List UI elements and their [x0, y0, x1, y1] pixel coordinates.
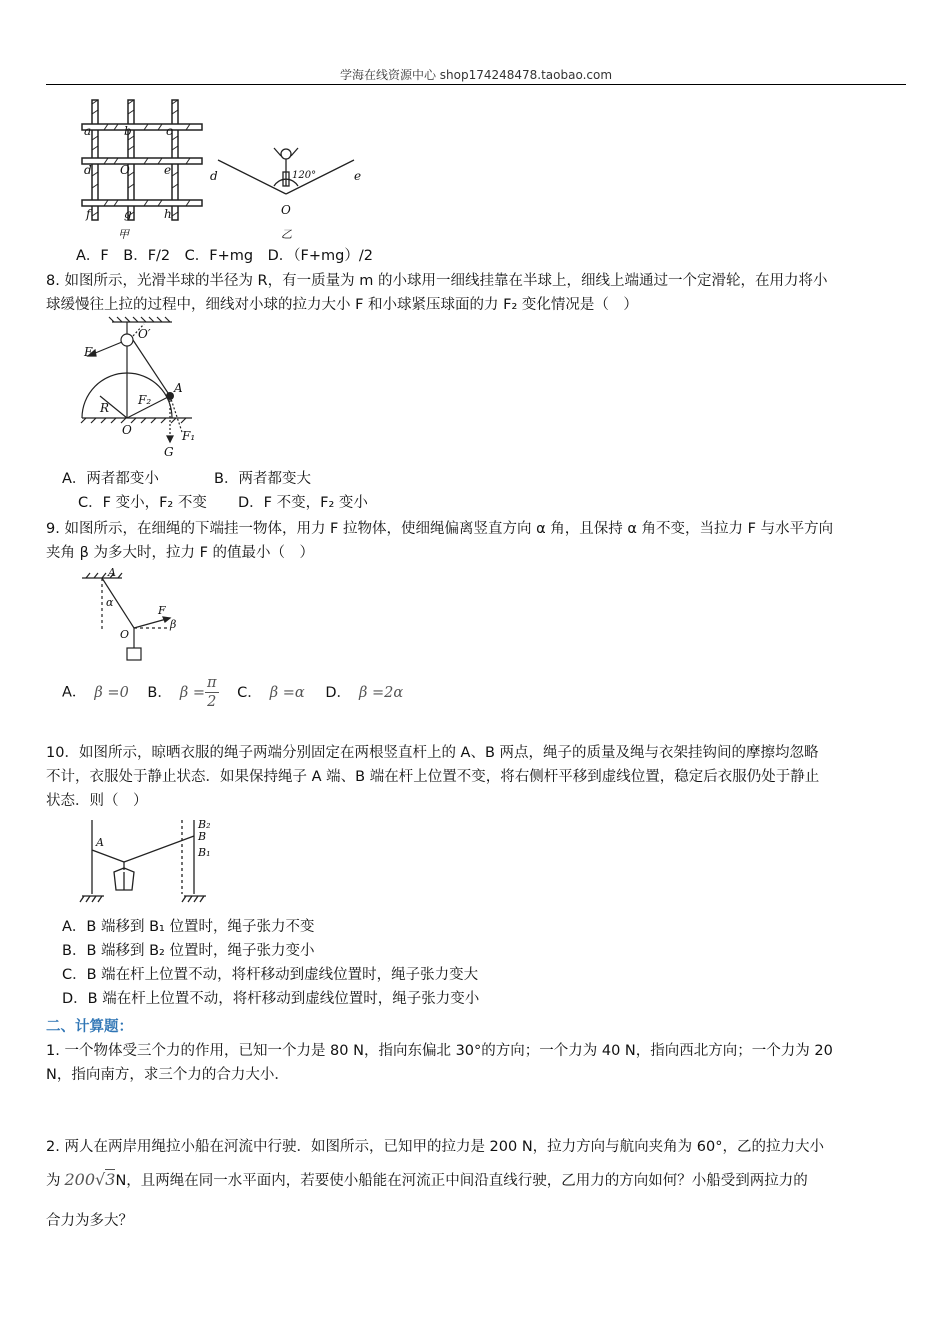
c1-line1: 1. 一个物体受三个力的作用，已知一个力是 80 N，指向东偏北 30°的方向；一个力为 40 N，指向西北方向；一个力为 20	[46, 1043, 833, 1059]
figure-q7	[78, 96, 378, 246]
c1-line2: N，指向南方，求三个力的合力大小．	[46, 1067, 289, 1083]
q10-option-b: B．B 端移到 B₂ 位置时，绳子张力变小	[62, 943, 315, 959]
q8-stem-line1: 8. 如图所示，光滑半球的半径为 R，有一质量为 m 的小球用一细线挂靠在半球上，细线上端通过一个定滑轮，在用力将小	[46, 273, 828, 289]
label-A: A	[108, 566, 116, 579]
grid-label-a: a	[84, 124, 92, 138]
c2-line2-math	[65, 1170, 116, 1189]
label-O-prime: O′	[138, 327, 151, 341]
q8-option-c: C．F 变小，F₂ 不变	[78, 495, 207, 511]
q9-option-a-math: β =0	[94, 684, 129, 701]
c2-math-rad: 3	[105, 1170, 116, 1189]
q8-stem-line2: 球缓慢往上拉的过程中，细线对小球的拉力大小 F 和小球紧压球面的力 F₂ 变化情况是（ ）	[46, 297, 638, 313]
grid-label-d: d	[84, 163, 92, 177]
label-alpha: α	[106, 596, 114, 609]
grid-label-f: f	[86, 207, 91, 221]
q9-option-c-math: β =α	[269, 684, 305, 701]
label-F1: F₁	[182, 429, 196, 443]
grid-label-e: e	[164, 163, 172, 177]
q8-option-b: B．两者都变大	[214, 471, 311, 487]
q9-option-d-label: D．	[325, 684, 351, 701]
q8-option-d: D．F 不变，F₂ 变小	[238, 495, 368, 511]
label-F: F	[158, 604, 166, 617]
net-sag-figure	[218, 148, 354, 194]
grid-label-b: b	[124, 124, 132, 138]
label-O: O	[122, 423, 132, 437]
q10-option-c: C．B 端在杆上位置不动，将杆移动到虚线位置时，绳子张力变大	[62, 967, 479, 983]
c2-line3: 合力为多大？	[46, 1213, 133, 1229]
q9-option-b-fraction	[205, 674, 219, 711]
q8-option-a: A．两者都变小	[62, 471, 159, 487]
label-F: F	[84, 345, 93, 359]
grid-label-h: h	[164, 207, 172, 221]
page-header: 学海在线资源中心 shop174248478.taobao.com	[46, 66, 906, 85]
section-title-calculation: 二、计算题：	[46, 1019, 133, 1035]
caption-jia: 甲	[118, 228, 129, 241]
label-O: O	[281, 203, 291, 217]
grid-frame	[82, 100, 202, 220]
q9-stem-line2: 夹角 β 为多大时，拉力 F 的值最小（ ）	[46, 545, 315, 561]
q9-option-b-lhs: β =	[179, 684, 206, 701]
c2-line2	[46, 1160, 914, 1201]
q9-option-b-label: B．	[147, 684, 172, 701]
grid-label-O: O	[120, 163, 130, 177]
c2-line2-post: N，且两绳在同一水平面内，若要使小船能在河流正中间沿直线行驶，乙用力的方向如何？小船受到两拉力的	[115, 1173, 808, 1189]
label-e: e	[354, 169, 362, 183]
label-A: A	[96, 836, 104, 849]
figure-q8	[72, 316, 212, 464]
q9-option-d-math: β =2α	[359, 684, 404, 701]
grid-label-g: g	[124, 207, 132, 221]
angle-label: 120°	[292, 170, 317, 181]
q7-options: A．F B．F/2 C．F+mg D．（F+mg）/2	[76, 248, 373, 264]
c2-line1: 2. 两人在两岸用绳拉小船在河流中行驶．如图所示，已知甲的拉力是 200 N，拉力方向与航向夹角为 60°，乙的拉力大小	[46, 1139, 824, 1155]
q9-option-c-label: C．	[237, 684, 262, 701]
label-O: O	[120, 628, 130, 641]
figure-q10	[76, 814, 226, 906]
q9-option-b-den: 2	[207, 694, 217, 710]
q10-stem-line1: 10．如图所示，晾晒衣服的绳子两端分别固定在两根竖直杆上的 A、B 两点，绳子的质量及绳与衣架挂钩间的摩擦均忽略	[46, 745, 819, 761]
label-R: R	[100, 401, 110, 415]
q9-option-b-num: π	[207, 675, 217, 691]
label-B1: B₁	[198, 846, 211, 859]
q10-stem-line3: 状态．则（ ）	[46, 793, 148, 809]
grid-label-c: c	[166, 124, 173, 138]
q10-option-d: D．B 端在杆上位置不动，将杆移动到虚线位置时，绳子张力变小	[62, 991, 480, 1007]
q9-options	[62, 674, 403, 711]
c2-line2-pre: 为	[46, 1173, 61, 1189]
c2-math-num: 200	[64, 1170, 96, 1189]
label-beta: β	[170, 618, 177, 631]
label-A: A	[174, 381, 183, 395]
label-G: G	[164, 445, 174, 459]
label-F2: F₂	[138, 393, 152, 407]
label-d: d	[210, 169, 218, 183]
caption-yi: 乙	[281, 228, 292, 241]
q10-stem-line2: 不计，衣服处于静止状态．如果保持绳子 A 端、B 端在杆上位置不变，将右侧杆平移到虚线位置，稳定后衣服仍处于静止	[46, 769, 820, 785]
q9-option-a-label: A．	[62, 684, 87, 701]
label-B2: B₂	[198, 818, 211, 831]
q10-option-a: A．B 端移到 B₁ 位置时，绳子张力不变	[62, 919, 315, 935]
c2-math-sqrt: √	[95, 1170, 106, 1189]
q9-stem-line1: 9. 如图所示，在细绳的下端挂一物体，用力 F 拉物体，使细绳偏离竖直方向 α 角，且保持 α 角不变，当拉力 F 与水平方向	[46, 521, 834, 537]
label-B: B	[198, 830, 207, 843]
figure-q9	[78, 566, 198, 666]
